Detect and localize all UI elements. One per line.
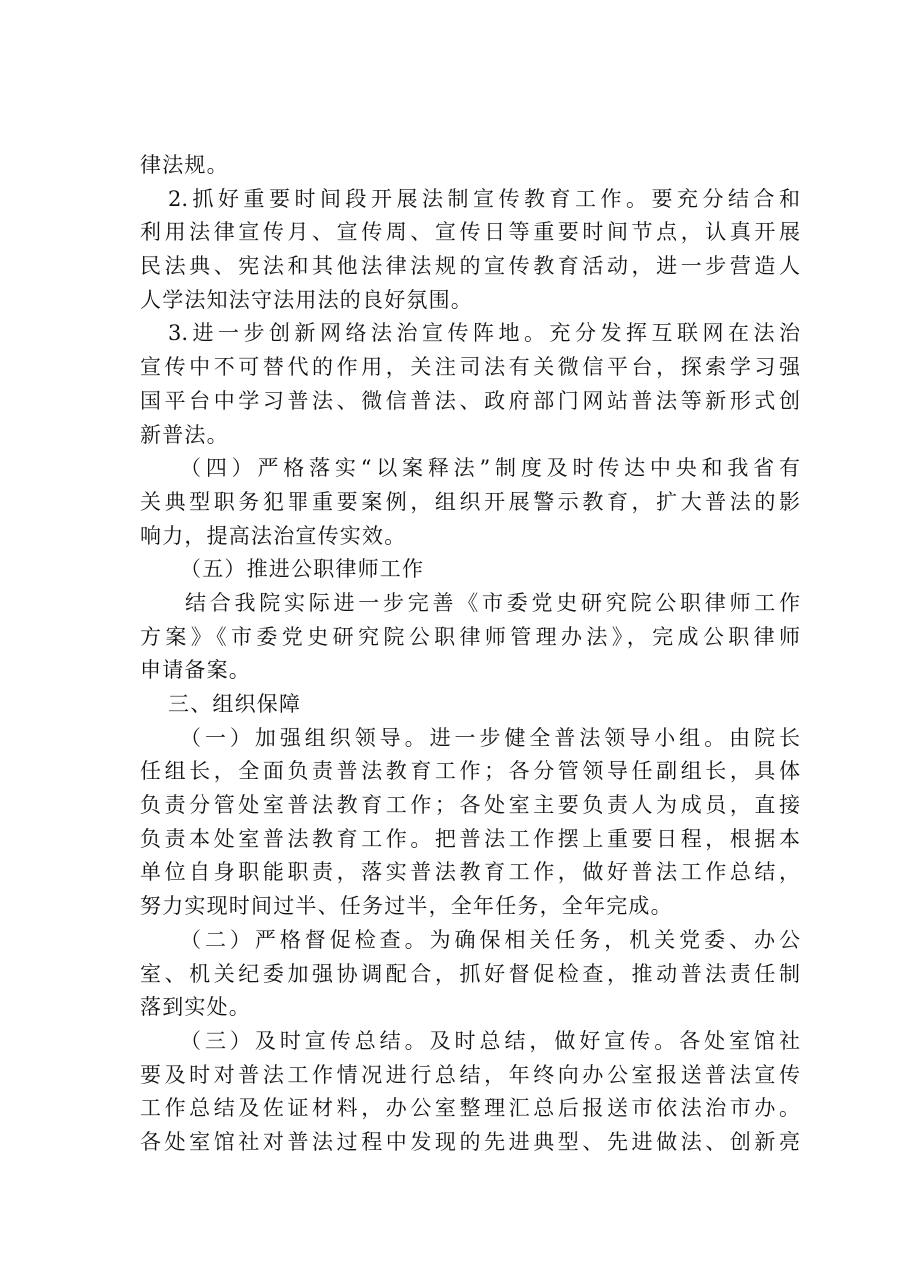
text-line: 方案》《市委党史研究院公职律师管理办法》，完成公职律师 xyxy=(140,624,800,649)
text-line: 3.进一步创新网络法治宣传阵地。充分发挥互联网在法治 xyxy=(168,321,800,346)
text-line: 室、机关纪委加强协调配合，抓好督促检查，推动普法责任制 xyxy=(140,961,800,986)
text-line: 宣传中不可替代的作用，关注司法有关微信平台，探索学习强 xyxy=(140,355,800,380)
text-line: 单位自身职能职责，落实普法教育工作，做好普法工作总结， xyxy=(140,860,800,885)
text-line: （二）严格督促检查。为确保相关任务，机关党委、办公 xyxy=(180,927,800,952)
text-line: （四）严格落实“以案释法”制度及时传达中央和我省有 xyxy=(180,456,800,481)
text-line: 负责本处室普法教育工作。把普法工作摆上重要日程，根据本 xyxy=(140,826,800,851)
text-line: 响力，提高法治宣传实效。 xyxy=(140,523,407,548)
text-line: 任组长，全面负责普法教育工作；各分管领导任副组长，具体 xyxy=(140,759,800,784)
text-line: 人学法知法守法用法的良好氛围。 xyxy=(140,287,473,312)
text-line: 国平台中学习普法、微信普法、政府部门网站普法等新形式创 xyxy=(140,388,800,413)
section-heading: 三、组织保障 xyxy=(168,692,302,716)
text-line: 新普法。 xyxy=(140,422,229,447)
text-line: 关典型职务犯罪重要案例，组织开展警示教育，扩大普法的影 xyxy=(140,489,800,514)
document-body xyxy=(140,149,800,1160)
text-line: 民法典、宪法和其他法律法规的宣传教育活动，进一步营造人 xyxy=(140,254,800,279)
text-line: （一）加强组织领导。进一步健全普法领导小组。由院长 xyxy=(180,725,800,750)
text-line: 2.抓好重要时间段开展法制宣传教育工作。要充分结合和 xyxy=(168,186,800,211)
text-line: 负责分管处室普法教育工作；各处室主要负责人为成员，直接 xyxy=(140,793,800,818)
text-line: 努力实现时间过半、任务过半，全年任务，全年完成。 xyxy=(140,894,673,919)
text-line: 律法规。 xyxy=(140,153,229,177)
text-line: 各处室馆社对普法过程中发现的先进典型、先进做法、创新亮 xyxy=(140,1129,800,1154)
text-line: 要及时对普法工作情况进行总结，年终向办公室报送普法宣传 xyxy=(140,1062,800,1087)
text-line: 落到实处。 xyxy=(140,995,251,1020)
text-line: 结合我院实际进一步完善《市委党史研究院公职律师工作 xyxy=(185,590,800,615)
text-line: 利用法律宣传月、宣传周、宣传日等重要时间节点，认真开展 xyxy=(140,220,800,245)
text-line: 申请备案。 xyxy=(140,658,251,683)
text-line: （三）及时宣传总结。及时总结，做好宣传。各处室馆社 xyxy=(180,1028,800,1053)
text-line: （五）推进公职律师工作 xyxy=(180,557,425,582)
text-line: 工作总结及佐证材料，办公室整理汇总后报送市依法治市办。 xyxy=(140,1096,800,1121)
